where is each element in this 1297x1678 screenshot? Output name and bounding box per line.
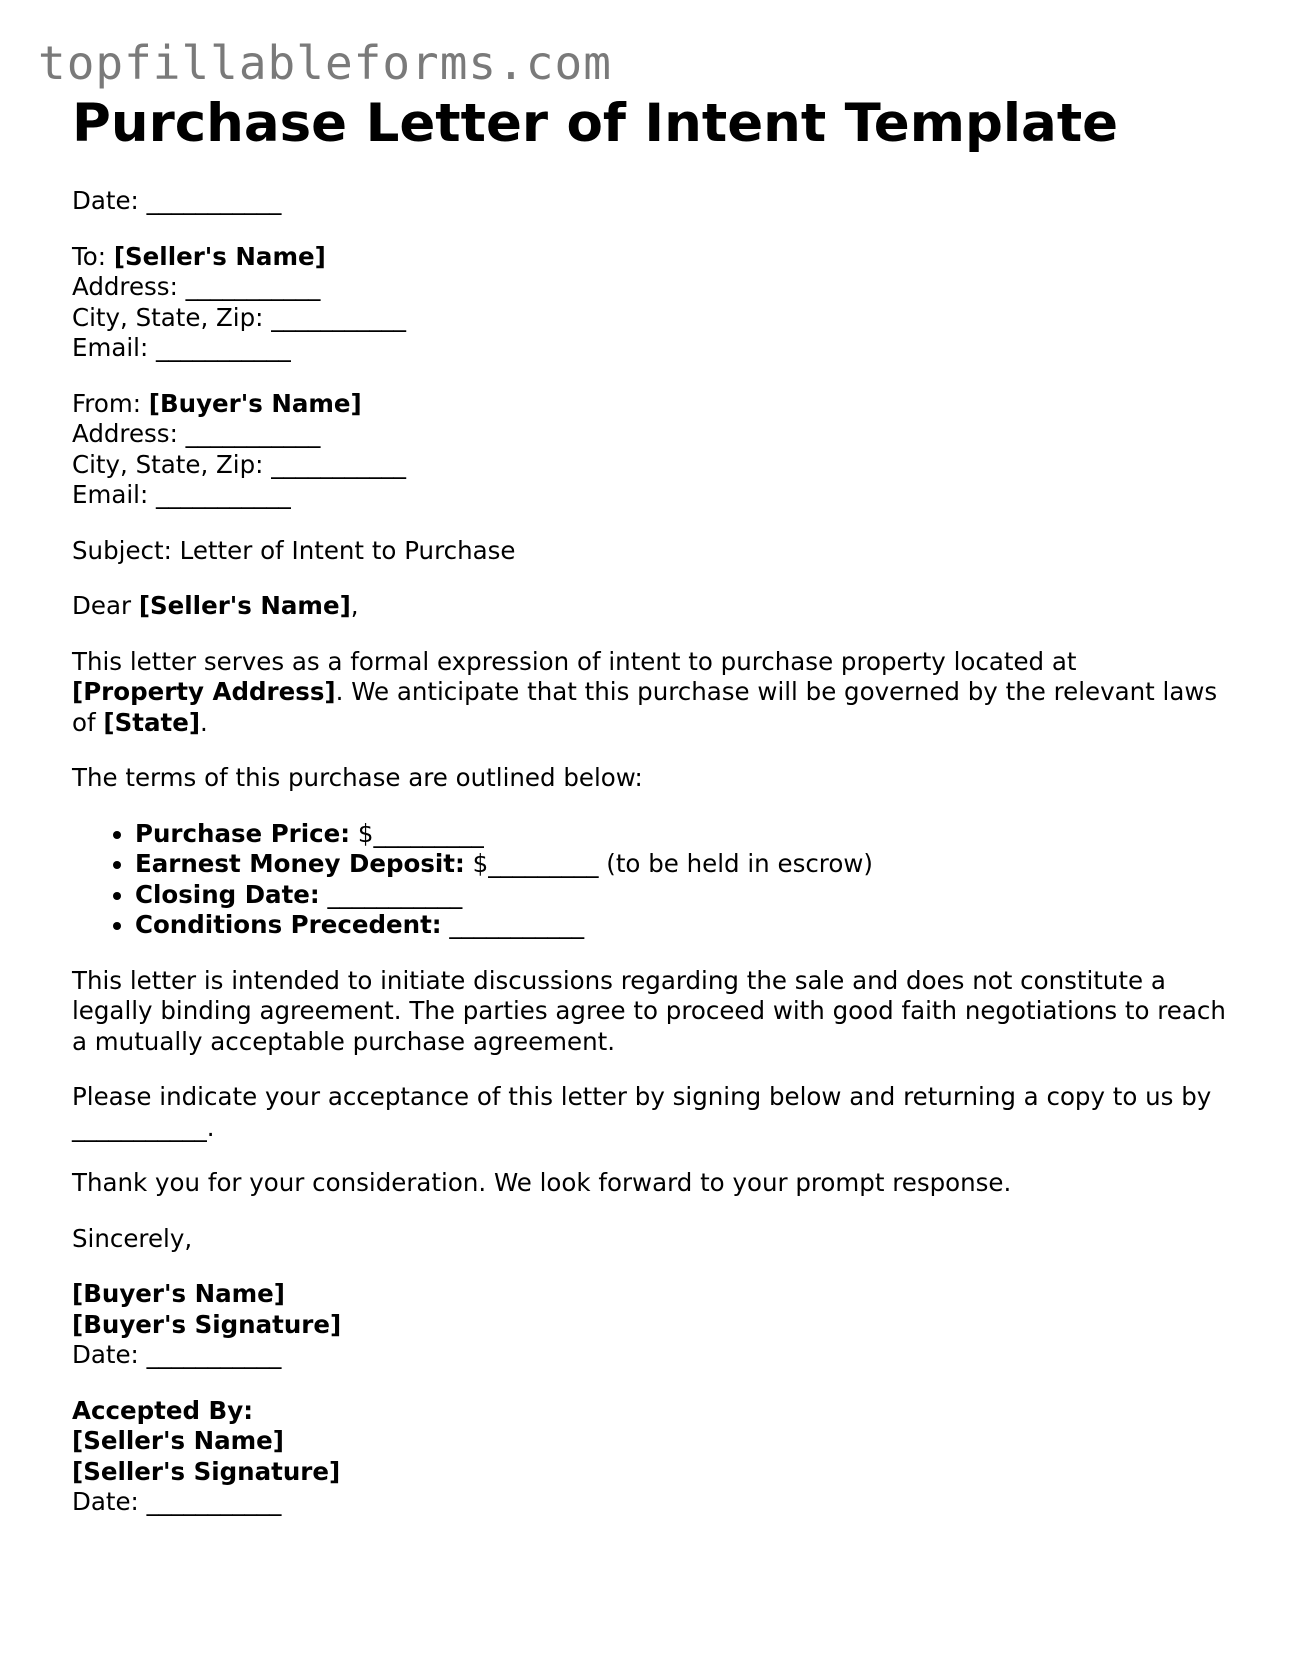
to-city-label: City, State, Zip: bbox=[72, 302, 264, 332]
acceptance-paragraph bbox=[72, 1082, 1232, 1143]
deposit-blank[interactable]: _________ bbox=[488, 849, 599, 878]
state-placeholder: [State] bbox=[103, 707, 201, 737]
recipient-email-line bbox=[72, 333, 1232, 364]
salutation bbox=[72, 591, 1232, 622]
date-label: Date: bbox=[72, 186, 139, 215]
seller-sig-date-blank[interactable]: ___________ bbox=[146, 1487, 282, 1516]
deposit-note: (to be held in escrow) bbox=[606, 849, 873, 878]
salutation-seller-name: [Seller's Name] bbox=[138, 591, 351, 620]
document-body bbox=[72, 186, 1232, 1518]
deposit-currency: $ bbox=[472, 849, 489, 878]
to-address-blank[interactable]: ___________ bbox=[185, 272, 321, 301]
acceptance-date-blank[interactable]: ___________ bbox=[72, 1112, 207, 1142]
from-city-label: City, State, Zip: bbox=[72, 449, 264, 479]
from-city-blank[interactable]: ___________ bbox=[271, 449, 406, 479]
property-address-placeholder: [Property Address] bbox=[72, 677, 336, 706]
subject-line: Subject: Letter of Intent to Purchase bbox=[72, 535, 516, 565]
disclaimer-paragraph: This letter is intended to initiate discussions regarding the sale and does not constitute a legally binding agreement. The parties agree to proceed with good faith negotiations to reach a mutually acceptable purchase agreement. bbox=[72, 965, 1226, 1056]
seller-sig-date-label: Date: bbox=[72, 1487, 139, 1516]
acceptance-end: . bbox=[206, 1112, 215, 1142]
from-address-blank[interactable]: ___________ bbox=[185, 419, 321, 448]
from-email-label: Email: bbox=[72, 480, 149, 509]
salutation-suffix: , bbox=[350, 591, 359, 620]
buyer-signature-block bbox=[72, 1279, 1232, 1371]
recipient-city-line bbox=[72, 303, 1232, 334]
conditions-blank[interactable]: ___________ bbox=[449, 910, 585, 939]
thanks-paragraph: Thank you for your consideration. We look forward to your prompt response. bbox=[72, 1168, 1012, 1197]
deposit-label: Earnest Money Deposit: bbox=[135, 849, 465, 878]
to-email-label: Email: bbox=[72, 333, 149, 362]
conditions-label: Conditions Precedent: bbox=[135, 910, 442, 939]
intro-text-1: This letter serves as a formal expression of intent to purchase property located at bbox=[72, 646, 1077, 676]
intro-paragraph bbox=[72, 647, 1232, 739]
seller-acceptance-block bbox=[72, 1396, 1232, 1518]
purchase-price-blank[interactable]: _________ bbox=[373, 818, 484, 848]
closing-line: Sincerely, bbox=[72, 1223, 193, 1253]
to-email-blank[interactable]: ___________ bbox=[156, 333, 291, 362]
buyer-sig-name: [Buyer's Name] bbox=[72, 1279, 285, 1308]
term-purchase-price bbox=[135, 819, 1232, 850]
from-email-blank[interactable]: ___________ bbox=[156, 480, 291, 509]
closing-date-label: Closing Date: bbox=[135, 879, 320, 909]
watermark: topfillableforms.com bbox=[38, 36, 612, 90]
buyer-sig-date-line bbox=[72, 1340, 1232, 1371]
terms-list bbox=[72, 819, 1232, 941]
buyer-name-placeholder: [Buyer's Name] bbox=[148, 388, 362, 418]
sender-line bbox=[72, 389, 1232, 420]
to-label: To: bbox=[72, 241, 107, 271]
acceptance-text: Please indicate your acceptance of this letter by signing below and returning a copy to us by bbox=[72, 1082, 1212, 1111]
seller-sig-signature: [Seller's Signature] bbox=[72, 1456, 341, 1486]
accepted-by-label: Accepted By: bbox=[72, 1395, 253, 1425]
date-line bbox=[72, 186, 1232, 217]
recipient-line bbox=[72, 242, 1232, 273]
terms-intro: The terms of this purchase are outlined below: bbox=[72, 763, 643, 792]
recipient-block bbox=[72, 242, 1232, 364]
sender-address-line bbox=[72, 419, 1232, 450]
seller-sig-date-line bbox=[72, 1487, 1232, 1518]
buyer-sig-date-label: Date: bbox=[72, 1340, 139, 1369]
term-conditions bbox=[135, 910, 1232, 941]
sender-email-line bbox=[72, 480, 1232, 511]
to-city-blank[interactable]: ___________ bbox=[271, 302, 406, 332]
sender-block bbox=[72, 389, 1232, 511]
salutation-prefix: Dear bbox=[72, 591, 132, 620]
buyer-sig-signature: [Buyer's Signature] bbox=[72, 1309, 342, 1339]
purchase-price-label: Purchase Price: bbox=[135, 818, 351, 848]
sender-city-line bbox=[72, 450, 1232, 481]
date-blank[interactable]: ___________ bbox=[146, 186, 282, 215]
from-address-label: Address: bbox=[72, 419, 178, 448]
term-earnest-deposit bbox=[135, 849, 1232, 880]
purchase-price-currency: $ bbox=[357, 818, 374, 848]
closing-date-blank[interactable]: ___________ bbox=[327, 879, 463, 909]
intro-text-3: . bbox=[200, 707, 208, 737]
buyer-sig-date-blank[interactable]: ___________ bbox=[146, 1340, 282, 1369]
intro-text-2: . We anticipate that this purchase will be governed by the relevant laws of bbox=[72, 677, 1218, 737]
document-title: Purchase Letter of Intent Template bbox=[72, 93, 1119, 154]
seller-sig-name: [Seller's Name] bbox=[72, 1426, 284, 1455]
document-page bbox=[72, 92, 1232, 1518]
recipient-address-line bbox=[72, 272, 1232, 303]
to-address-label: Address: bbox=[72, 272, 178, 301]
from-label: From: bbox=[72, 388, 141, 418]
seller-name-placeholder: [Seller's Name] bbox=[113, 241, 326, 271]
term-closing-date bbox=[135, 880, 1232, 911]
